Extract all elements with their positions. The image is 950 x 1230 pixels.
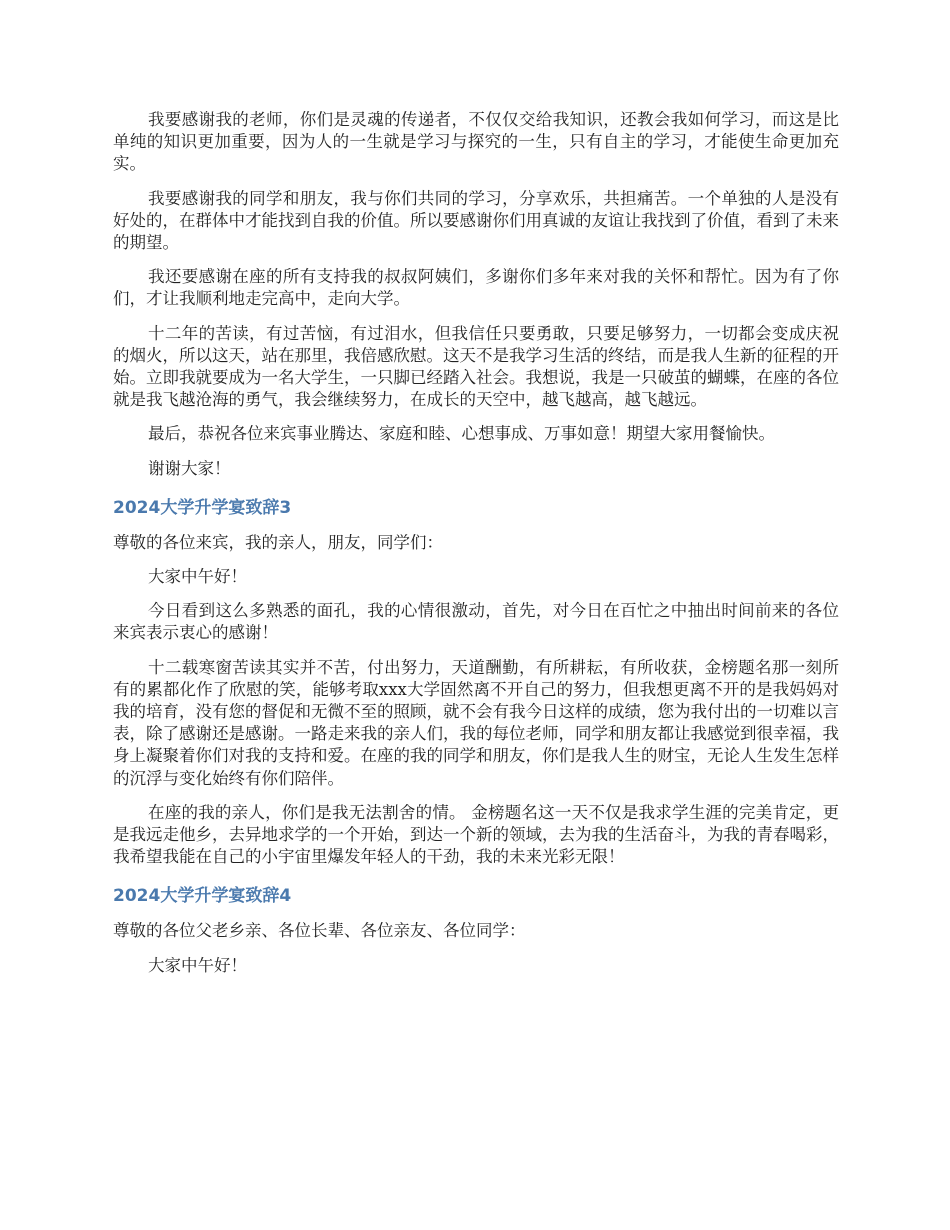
intro-section xyxy=(113,109,839,480)
paragraph-blessings: 最后，恭祝各位来宾事业腾达、家庭和睦、心想事成、万事如意！期望大家用餐愉快。 xyxy=(148,424,775,444)
section-heading-3: 2024大学升学宴致辞3 xyxy=(113,497,292,518)
speech-section-3 xyxy=(113,496,839,869)
salutation-4: 尊敬的各位父老乡亲、各位长辈、各位亲友、各位同学： xyxy=(113,921,526,941)
paragraph-3-2: 十二载寒窗苦读其实并不苦，付出努力，天道酬勤，有所耕耘，有所收获，金榜题名那一刻所有的累都化作了欣慰的笑，能够考取xxx大学固然离不开自己的努力，但我想更离不开的是我妈妈对我的培育，没有您的督促和无微不至的照顾，就不会有我今日这样的成绩，您为我付出的一切难以言表，除了感谢还是感谢。一路走来我的亲人们，我的每位老师，同学和朋友都让我感觉到很幸福，我身上凝聚着你们对我的支持和爱。在座的我的同学和朋友，你们是我人生的财宝，无论人生发生怎样的沉浮与变化始终有你们陪伴。 xyxy=(113,657,839,788)
paragraph-thanks-teachers: 我要感谢我的老师，你们是灵魂的传递者，不仅仅交给我知识，还教会我如何学习，而这是比单纯的知识更加重要，因为人的一生就是学习与探究的一生，只有自主的学习，才能使生命更加充实。 xyxy=(113,110,839,174)
paragraph-3-3: 在座的我的亲人，你们是我无法割舍的情。 金榜题名这一天不仅是我求学生涯的完美肯定，更是我远走他乡，去异地求学的一个开始，到达一个新的领域，去为我的生活奋斗，为我的青春喝彩，我希望我能在自己的小宇宙里爆发年轻人的干劲，我的未来光彩无限！ xyxy=(113,802,839,867)
paragraph-thank-you: 谢谢大家！ xyxy=(148,458,231,478)
document-page xyxy=(113,109,839,989)
greeting-4: 大家中午好！ xyxy=(148,955,247,975)
paragraph-twelve-years: 十二年的苦读，有过苦恼，有过泪水，但我信任只要勇敢，只要足够努力，一切都会变成庆祝的烟火，所以这天，站在那里，我倍感欣慰。这天不是我学习生活的终结，而是我人生新的征程的开始。立即我就要成为一名大学生，一只脚已经踏入社会。我想说，我是一只破茧的蝴蝶，在座的各位就是我飞越沧海的勇气，我会继续努力，在成长的天空中，越飞越高，越飞越远。 xyxy=(113,323,839,410)
paragraph-thanks-classmates: 我要感谢我的同学和朋友，我与你们共同的学习，分享欢乐，共担痛苦。一个单独的人是没有好处的，在群体中才能找到自我的价值。所以要感谢你们用真诚的友谊让我找到了价值，看到了未来的期望。 xyxy=(113,188,839,253)
section-heading-4: 2024大学升学宴致辞4 xyxy=(113,886,292,907)
paragraph-thanks-elders: 我还要感谢在座的所有支持我的叔叔阿姨们，多谢你们多年来对我的关怀和帮忙。因为有了你们，才让我顺利地走完高中，走向大学。 xyxy=(113,267,839,309)
greeting-3: 大家中午好！ xyxy=(148,567,247,587)
speech-section-4 xyxy=(113,884,839,976)
paragraph-3-1: 今日看到这么多熟悉的面孔，我的心情很激动，首先，对今日在百忙之中抽出时间前来的各位来宾表示衷心的感谢！ xyxy=(113,601,839,643)
salutation-3: 尊敬的各位来宾，我的亲人，朋友，同学们： xyxy=(113,532,443,552)
